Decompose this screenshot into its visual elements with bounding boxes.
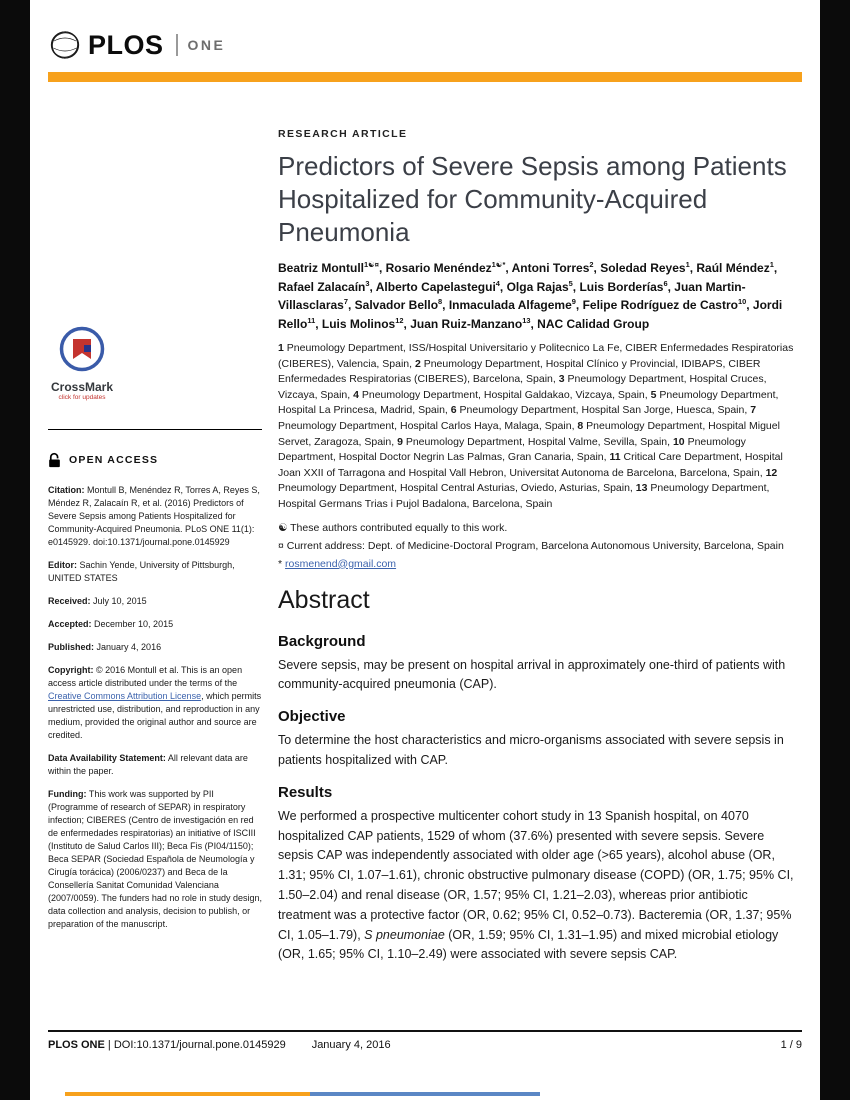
plos-logo-icon [48, 28, 82, 62]
results-text [278, 807, 802, 965]
affiliation: 11 Critical Care Department, Hospital Joan XXII of Tarragona and Hospital Vall Hebron, Universitat Autonoma de Barcelona, Barcelona, Spain, [278, 451, 783, 479]
crossmark-badge[interactable] [50, 326, 114, 401]
plos-one-wordmark: ONE [187, 37, 226, 53]
funding-text: This work was supported by PII (Programme of research of SEPAR) in respiratory infection; CIBERES (Centro de investigación en red de enfermedades respiratorias) an initiative of ISCIII (Instituto de Salud Carlos III); Beca Fis (PI04/1150); Beca SEPAR (Sociedad Española de Neumología y Cirugía torácica) (2006/0237) and Beca de la Consellería Sanitat Comunidad Valenciana (2007/0059). The funders had no role in study design, data collection and analysis, decision to publish, or preparation of the manuscript. [48, 789, 262, 929]
cc-license-link[interactable]: Creative Commons Attribution License [48, 691, 202, 701]
results-text-italic-species: S pneumoniae [364, 927, 445, 942]
author: Olga Rajas$^5$, [506, 278, 580, 294]
email-marker: * [278, 557, 286, 570]
footer-journal-doi [48, 1039, 286, 1051]
author-list [278, 259, 802, 333]
accepted-date: December 10, 2015 [94, 619, 174, 629]
published-date: January 4, 2016 [96, 642, 162, 652]
open-access-row [48, 452, 262, 468]
author: Antoni Torres$^2$, [511, 260, 601, 275]
affiliation: 4 Pneumology Department, Hospital Galdakao, Vizcaya, Spain, [353, 388, 651, 401]
affiliation: 1 Pneumology Department, ISS/Hospital Universitario y Politecnico La Fe, CIBER Enfermedades Respiratorias (CIBERES), Valencia, Spain, [278, 342, 794, 370]
crossmark-label: CrossMark [50, 380, 114, 394]
accepted-label: Accepted: [48, 619, 92, 629]
results-text-part2: (OR, 1.59; 95% CI, 1.31–1.95) and mixed microbial etiology (OR, 1.65; 95% CI, 1.10–2.49) were associated with severe sepsis CAP. [278, 927, 779, 962]
abstract-heading: Abstract [278, 585, 370, 614]
objective-heading: Objective [278, 708, 346, 726]
current-address-note: ¤ Current address: Dept. of Medicine-Doctoral Program, Barcelona Autonomous University, Barcelona, Spain [278, 539, 784, 552]
editor-text: Sachin Yende, University of Pittsburgh, UNITED STATES [48, 560, 235, 583]
citation-label: Citation: [48, 485, 85, 495]
footer-page-number: 1 / 9 [780, 1039, 802, 1051]
author: Alberto Capelastegui$^4$, [375, 278, 507, 294]
footer-doi: DOI:10.1371/journal.pone.0145929 [113, 1039, 286, 1051]
page [30, 0, 820, 1100]
sidebar-divider [48, 429, 262, 430]
header-accent-bar [48, 72, 802, 82]
received-date: July 10, 2015 [93, 596, 147, 606]
affiliation: 7 Pneumology Department, Hospital Carlos Haya, Malaga, Spain, [278, 404, 757, 432]
footer-date: January 4, 2016 [311, 1039, 391, 1051]
objective-text: To determine the host characteristics and micro-organisms associated with severe sepsis in patients hospitalized with CAP. [278, 733, 784, 767]
citation-entry [48, 484, 262, 549]
results-text-part1: We performed a prospective multicenter cohort study in 13 Spanish hospital, on 4070 hospitalized CAP patients, 1529 of whom (37.6%) presented with severe sepsis. Severe sepsis CAP was independently associated with older age (>65 years), alcohol abuse (OR, 1.31; 95% CI, 1.07–1.61), chronic obstructive pulmonary disease (COPD) (OR, 1.75; 95% CI, 1.50–2.04) and renal disease (OR, 1.57; 95% CI, 1.21–2.03), whereas prior antibiotic treatment was a protective factor (OR, 0.62; 95% CI, 0.52–0.73). Bacteremia (OR, 1.37; 95% CI, 1.05–1.79), [278, 808, 794, 942]
equal-contribution-note: ☯ These authors contributed equally to this work. [278, 521, 508, 534]
background-heading: Background [278, 632, 366, 650]
affiliation: 6 Pneumology Department, Hospital San Jorge, Huesca, Spain, [450, 404, 751, 417]
funding-entry [48, 788, 262, 931]
results-heading: Results [278, 783, 333, 801]
citation-text: Montull B, Menéndez R, Torres A, Reyes S, Méndez R, Zalacaín R, et al. (2016) Predictors of Severe Sepsis among Patients Hospitalized for Community-Acquired Pneumonia. PLoS ONE 11(1): e0145929. doi:10.1371/journal.pone.0145929 [48, 485, 260, 547]
author: Juan Martin-Villasclaras$^7$, [278, 279, 746, 312]
received-entry [48, 595, 262, 608]
editor-entry [48, 559, 262, 585]
affiliation: 5 Pneumology Department, Hospital La Princesa, Madrid, Spain, [278, 388, 779, 417]
affiliation-list [278, 341, 802, 513]
copyright-text-1: © 2016 Montull et al. This is an open access article distributed under the terms of the [48, 665, 243, 688]
article-main [278, 128, 802, 978]
author: Soledad Reyes$^1$, [600, 260, 697, 275]
bottom-bar-orange-segment [65, 1092, 310, 1096]
affiliation: 9 Pneumology Department, Hospital Valme, Sevilla, Spain, [397, 435, 673, 448]
data-availability-text: All relevant data are within the paper. [48, 753, 248, 776]
logo-divider [176, 34, 178, 56]
research-article-kicker: RESEARCH ARTICLE [278, 128, 408, 140]
author: NAC Calidad Group [537, 316, 650, 331]
editor-label: Editor: [48, 560, 77, 570]
author: Rafael Zalacaín$^3$, [278, 278, 376, 294]
affiliation: 12 Pneumology Department, Hospital Central Asturias, Oviedo, Asturias, Spain, [278, 466, 778, 495]
email-link[interactable]: rosmenend@gmail.com [285, 557, 397, 570]
published-label: Published: [48, 642, 95, 652]
footer [48, 1039, 802, 1051]
author: Juan Ruiz-Manzano$^{13}$, [410, 315, 538, 331]
open-lock-icon [48, 452, 61, 468]
footer-divider [48, 1030, 802, 1032]
crossmark-subtext: click for updates [58, 394, 106, 401]
affiliation: 10 Pneumology Department, Hospital Doctor Negrin Las Palmas, Gran Canaria, Spain, [278, 435, 746, 464]
author: Raúl Méndez$^1$, [696, 260, 778, 275]
affiliation: 8 Pneumology Department, Hospital Miguel Servet, Zaragoza, Spain, [278, 419, 780, 448]
affiliation: 3 Pneumology Department, Hospital Cruces, Vizcaya, Spain, [278, 373, 767, 401]
footer-separator: | [104, 1039, 114, 1051]
author: Salvador Bello$^8$, [354, 297, 449, 312]
journal-logo [48, 28, 225, 62]
author: Rosario Menéndez$^{1☯*}$, [385, 260, 512, 275]
plos-wordmark: PLOS [88, 29, 164, 60]
author: Jordi Rello$^{11}$, [278, 298, 783, 331]
affiliation: 13 Pneumology Department, Hospital Germans Trias i Pujol Badalona, Barcelona, Spain [278, 482, 770, 510]
copyright-label: Copyright: [48, 665, 94, 675]
footer-journal: PLOS ONE [48, 1039, 105, 1051]
affiliation: 2 Pneumology Department, Hospital Clínico y Provincial, IDIBAPS, CIBER Enfermedades Respiratorias (CIBERES), Barcelona, Spain, [278, 357, 761, 386]
author-notes [278, 521, 802, 572]
received-label: Received: [48, 596, 91, 606]
corresponding-email-line [278, 557, 802, 572]
open-access-label: OPEN ACCESS [69, 454, 159, 466]
copyright-entry [48, 664, 262, 742]
author: Beatriz Montull$^{1☯¤}$, [278, 260, 386, 275]
published-entry [48, 641, 262, 654]
author: Inmaculada Alfageme$^9$, [448, 297, 583, 312]
funding-label: Funding: [48, 789, 87, 799]
data-availability-label: Data Availability Statement: [48, 753, 166, 763]
author: Luis Borderías$^6$, [579, 278, 675, 294]
bottom-bar-blue-segment [310, 1092, 540, 1096]
author: Luis Molinos$^{12}$, [321, 315, 411, 331]
copyright-text-2: , which permits unrestricted use, distribution, and reproduction in any medium, provided the original author and source are credited. [48, 691, 262, 740]
author: Felipe Rodríguez de Castro$^{10}$, [582, 297, 753, 312]
crossmark-icon [59, 326, 105, 372]
background-text: Severe sepsis, may be present on hospital arrival in approximately one-third of patients with community-acquired pneumonia (CAP). [278, 657, 786, 692]
article-title: Predictors of Severe Sepsis among Patients Hospitalized for Community-Acquired Pneumonia [278, 151, 787, 247]
data-availability-entry [48, 752, 262, 778]
sidebar [48, 326, 262, 931]
accepted-entry [48, 618, 262, 631]
